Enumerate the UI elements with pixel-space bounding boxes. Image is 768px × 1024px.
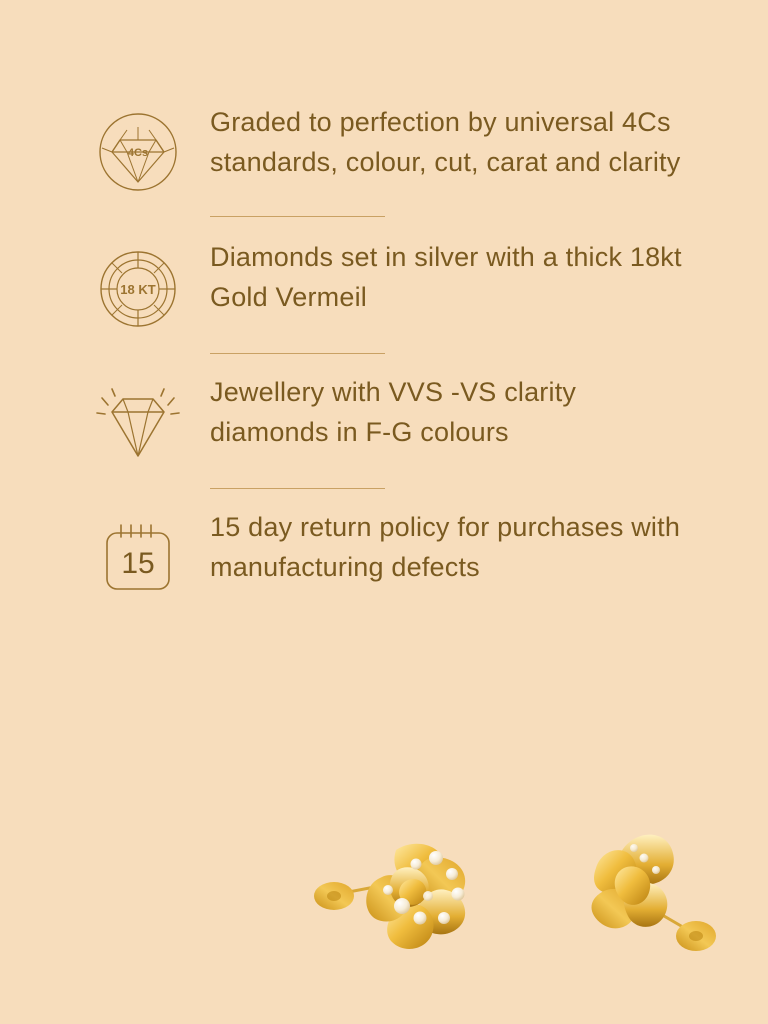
feature-item-return-policy bbox=[88, 507, 688, 599]
feature-text-4cs: Graded to perfection by universal 4Cs standards, colour, cut, carat and clarity bbox=[210, 107, 681, 177]
feature-text-clarity: Jewellery with VVS -VS clarity diamonds in F-G colours bbox=[210, 377, 577, 447]
feature-item-18kt bbox=[88, 237, 688, 333]
feature-item-4cs bbox=[88, 100, 688, 196]
feature-list bbox=[88, 100, 688, 599]
icon-label-15: 15 bbox=[121, 547, 155, 580]
divider-row bbox=[88, 468, 688, 507]
divider-1 bbox=[210, 216, 385, 217]
feature-item-clarity bbox=[88, 372, 688, 468]
divider-row bbox=[88, 333, 688, 372]
feature-text-18kt: Diamonds set in silver with a thick 18kt Gold Vermeil bbox=[210, 242, 682, 312]
calendar-15-days-icon bbox=[88, 507, 188, 599]
icon-label-18kt: 18 KT bbox=[120, 282, 156, 297]
gold-18kt-badge-icon bbox=[88, 237, 188, 333]
divider-row bbox=[88, 196, 688, 235]
sparkling-diamond-icon bbox=[88, 372, 188, 468]
divider-2 bbox=[210, 353, 385, 354]
icon-label-4cs: 4Cs bbox=[127, 147, 149, 159]
diamond-4cs-icon bbox=[88, 100, 188, 196]
feature-text-return-policy: 15 day return policy for purchases with manufacturing defects bbox=[210, 512, 681, 582]
product-image-flower-stud-earrings bbox=[0, 764, 768, 1024]
divider-3 bbox=[210, 488, 385, 489]
